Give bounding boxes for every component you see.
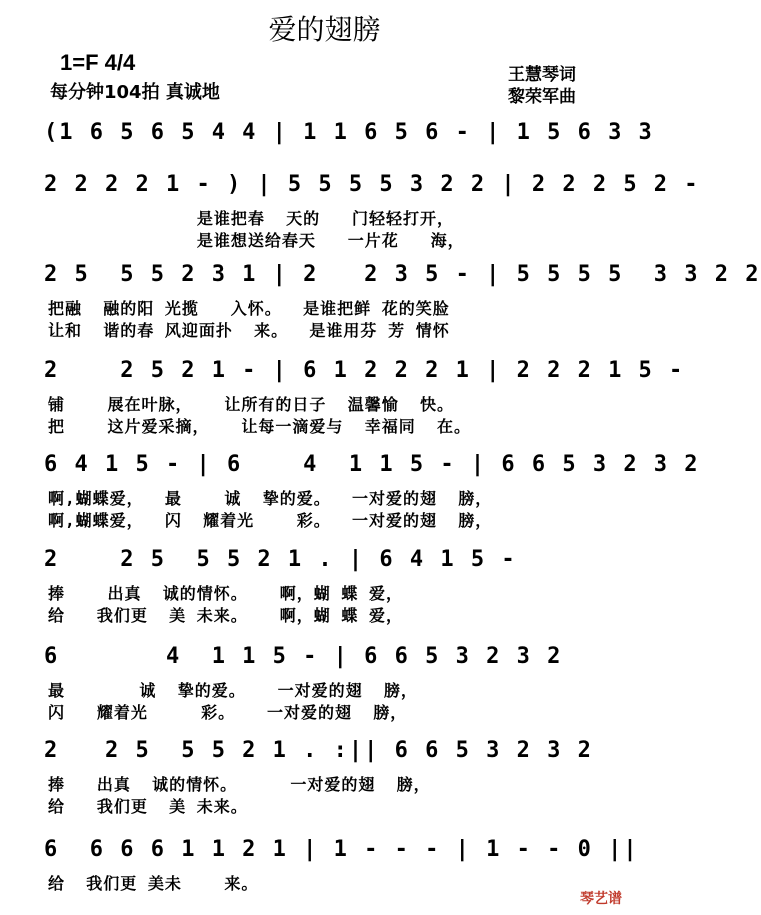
tempo-marking: 每分钟104拍 真诚地 xyxy=(50,82,220,103)
lyric-line: 捧 出真 诚的情怀。 啊，蝴 蝶 爱， xyxy=(48,584,403,603)
staff-row xyxy=(44,837,639,867)
note-line: 2 2 5 2 1 - | 6 1 2 2 2 1 | 2 2 2 1 5 - xyxy=(44,358,685,383)
lyric-line: 闪 耀着光 彩。 一对爱的翅 膀， xyxy=(48,703,408,722)
staff-row xyxy=(44,644,605,674)
lyricist-credit: 王慧琴词 xyxy=(508,65,576,85)
lyric-line: 让和 谐的春 风迎面扑 来。 是谁用芬 芳 情怀 xyxy=(48,321,450,340)
lyric-line: 是谁把春 天的 门轻轻打开， xyxy=(48,209,455,228)
watermark-logo: 琴艺谱 xyxy=(580,891,622,907)
lyric-line: 铺 展在叶脉， 让所有的日子 温馨愉 快。 xyxy=(48,395,454,414)
page-title: 爱的翅膀 xyxy=(268,13,381,46)
note-line: 2 5 5 5 2 3 1 | 2 2 3 5 - | 5 5 5 5 3 3 2 2 xyxy=(44,262,761,287)
note-line: 2 2 2 2 1 - ) | 5 5 5 5 3 2 2 | 2 2 2 5 2 - xyxy=(44,172,700,197)
lyric-line: 给 我们更 美 未来。 啊，蝴 蝶 爱， xyxy=(48,606,403,625)
staff-row xyxy=(44,120,654,150)
staff-row xyxy=(44,738,605,768)
note-line: 2 2 5 5 5 2 1 . | 6 4 1 5 - xyxy=(44,547,517,572)
lyric-line: 最 诚 挚的爱。 一对爱的翅 膀， xyxy=(48,681,418,700)
lyric-line: 给 我们更 美未 来。 xyxy=(48,874,259,893)
note-line: (1 6 5 6 5 4 4 | 1 1 6 5 6 - | 1 5 6 3 3 xyxy=(44,120,654,145)
staff-row xyxy=(44,262,761,292)
note-line: 6 4 1 1 5 - | 6 6 5 3 2 3 2 xyxy=(44,644,563,669)
staff-row xyxy=(44,452,700,482)
lyric-line: 给 我们更 美 未来。 xyxy=(48,797,248,816)
lyric-line: 啊,蝴蝶爱， 闪 耀着光 彩。 一对爱的翅 膀， xyxy=(48,511,493,530)
lyric-line: 捧 出真 诚的情怀。 一对爱的翅 膀， xyxy=(48,775,431,794)
lyric-line: 把 这片爱采摘， 让每一滴爱与 幸福同 在。 xyxy=(48,417,471,436)
composer-credit: 黎荣军曲 xyxy=(508,87,576,107)
staff-row xyxy=(44,358,685,388)
note-line: 2 2 5 5 5 2 1 . :|| 6 6 5 3 2 3 2 xyxy=(44,738,593,763)
staff-row xyxy=(44,547,605,577)
key-signature: 1=F 4/4 xyxy=(60,50,136,75)
lyric-line: 把融 融的阳 光揽 入怀。 是谁把鲜 花的笑脸 xyxy=(48,299,450,318)
staff-row xyxy=(44,172,700,202)
note-line: 6 4 1 5 - | 6 4 1 1 5 - | 6 6 5 3 2 3 2 xyxy=(44,452,700,477)
note-line: 6 6 6 6 1 1 2 1 | 1 - - - | 1 - - 0 || xyxy=(44,837,639,862)
lyric-line: 啊,蝴蝶爱， 最 诚 挚的爱。 一对爱的翅 膀， xyxy=(48,489,493,508)
lyric-line: 是谁想送给春天 一片花 海， xyxy=(48,231,465,250)
